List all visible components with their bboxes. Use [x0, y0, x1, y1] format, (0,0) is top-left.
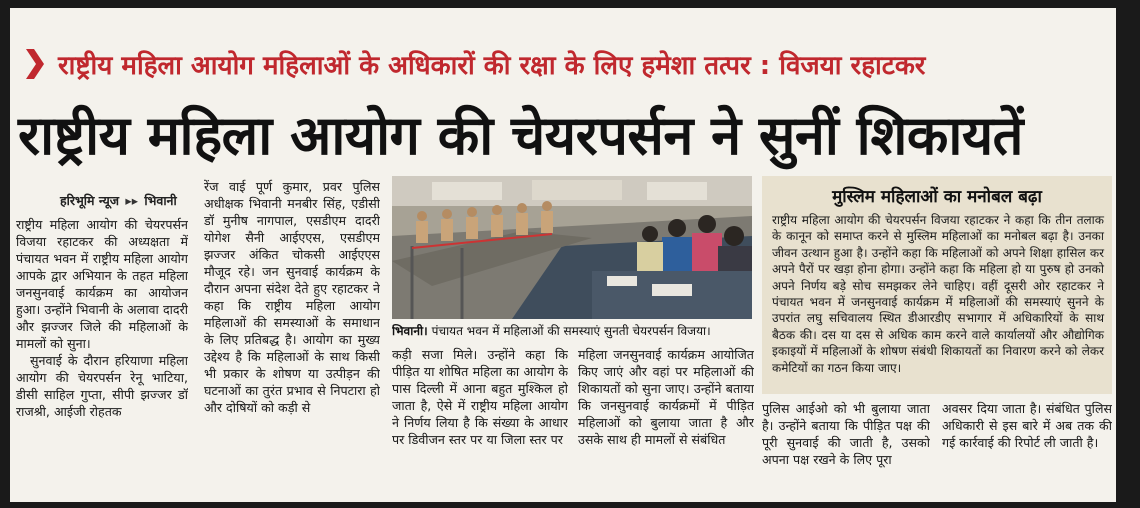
article-column-3 — [392, 346, 568, 502]
article-column-1 — [16, 216, 188, 502]
sidebar-title: मुस्लिम महिलाओं का मनोबल बढ़ा — [832, 187, 1042, 207]
newspaper-page — [10, 8, 1116, 502]
article-paragraph: महिला जनसुनवाई कार्यक्रम आयोजित किए जाएं और वहां पर महिलाओं की शिकायतों को सुना जाए। उन्होंने बताया कि जनसुनवाई कार्यक्रमों में पीड़ित महिलाओं को बुलाया जाता है और उसके साथ ही मामलों से संबंधित — [578, 347, 754, 447]
photo-illustration — [392, 176, 752, 319]
article-column-4 — [578, 346, 754, 502]
article-paragraph: अवसर दिया जाता है। संबंधित पुलिस अधिकारी से इस बारे में अब तक की गई कार्रवाई की रिपोर्ट ली जाती है। — [942, 401, 1112, 450]
kicker-text: राष्ट्रीय महिला आयोग महिलाओं के अधिकारों की रक्षा के लिए हमेशा तत्पर : विजया रहाटकर — [58, 51, 926, 81]
article-paragraph: कड़ी सजा मिले। उन्होंने कहा कि पीड़ित या शोषित महिला का आयोग के पास दिल्ली में आना बहुत मुश्किल हो जाता है, ऐसे में राष्ट्रीय महिला आयोग ने निर्णय लिया है कि संख्या के आधार पर डिवीजन स्तर पर या जिला स्तर पर — [392, 347, 568, 447]
double-chevron-icon — [24, 49, 48, 79]
article-paragraph: राष्ट्रीय महिला आयोग की चेयरपर्सन विजया रहाटकर की अध्यक्षता में पंचायत भवन में राष्ट्रीय महिला आयोग आपके द्वार अभियान के तहत महिला जनसुनवाई कार्यक्रम का आयोजन हुआ। उन्होंने भिवानी के अलावा दादरी और झज्जर जिले की महिलाओं के मामलों को सुना। — [16, 217, 188, 351]
byline — [60, 192, 177, 209]
byline-arrows: ▸▸ — [125, 193, 138, 208]
caption-place: भिवानी। — [392, 324, 428, 338]
sidebar-box — [762, 176, 1112, 394]
caption-text: पंचायत भवन में महिलाओं की समस्याएं सुनती चेयरपर्सन विजया। — [431, 324, 711, 338]
kicker-line — [24, 40, 925, 88]
event-photo — [392, 176, 752, 319]
article-column-2 — [204, 178, 380, 502]
article-paragraph: सुनवाई के दौरान हरियाणा महिला आयोग की चेयरपर्सन रेनू भाटिया, डीसी साहिल गुप्ता, सीपी झज्जर डॉ राजश्री, आईजी रोहतक — [16, 353, 188, 419]
sidebar-text — [772, 212, 1104, 376]
sidebar-paragraph: वहीं दूसरी ओर रहाटकर ने पंचायत भवन में जनसुनवाई कार्यक्रम में महिलाओं की समस्याएं सुनने के उपरांत लघु सचिवालय स्थित डीआरडीए सभागार में अधिकारियों के साथ बैठक की। दस या दस से अधिक काम करने वाले कार्यालयों और औद्योगिक इकाइयों में महिलाओं के शोषण संबंधी शिकायतों का निवारण करने को लेकर कमेटियों का गठन किया जाए। — [772, 278, 1104, 375]
photo-caption — [392, 319, 752, 343]
article-column-5 — [762, 400, 930, 500]
article-paragraph: पुलिस आईओ को भी बुलाया जाता है। उन्होंने बताया कि पीड़ित पक्ष की पूरी सुनवाई की जाती है, उसको अपना पक्ष रखने के लिए पूरा — [762, 401, 930, 467]
headline: राष्ट्रीय महिला आयोग की चेयरपर्सन ने सुनीं शिकायतें — [18, 104, 1023, 167]
article-column-6 — [942, 400, 1112, 500]
article-paragraph: रेंज वाई पूर्ण कुमार, प्रवर पुलिस अधीक्षक भिवानी मनबीर सिंह, एडीसी डॉ मुनीष नागपाल, एसडीएम दादरी योगेश सैनी आईएएस, एसडीएम झज्जर अंकित चोकसी आईएएस मौजूद रहे। जन सुनवाई कार्यक्रम के दौरान अपना संदेश देते हुए रहाटकर ने कहा कि राष्ट्रीय महिला आयोग महिलाओं की समस्याओं के समाधान के लिए प्रतिबद्ध है। आयोग का मुख्य उद्देश्य है कि महिलाओं के साथ किसी भी प्रकार के शोषण या उत्पीड़न की घटनाओं का तुरंत प्रभाव से निपटारा हो और दोषियों को कड़ी से — [204, 179, 380, 415]
sidebar-paragraph: राष्ट्रीय महिला आयोग की चेयरपर्सन विजया रहाटकर ने कहा कि तीन तलाक के कानून को समाप्त करने से मुस्लिम महिलाओं का मनोबल बढ़ा है। उनका जीवन उत्थान हुआ है। उन्होंने कहा कि महिलाओं को अपने शिक्षा हासिल कर अपने पैरों पर खड़ा होना होगा। उन्होंने कहा कि महिला हो या पुरुष हो उनको अपने निर्णय बड़े सोच समझकर लेने चाहिए। — [772, 213, 1104, 293]
byline-source: हरिभूमि न्यूज — [60, 193, 120, 208]
byline-place: भिवानी — [144, 193, 177, 208]
